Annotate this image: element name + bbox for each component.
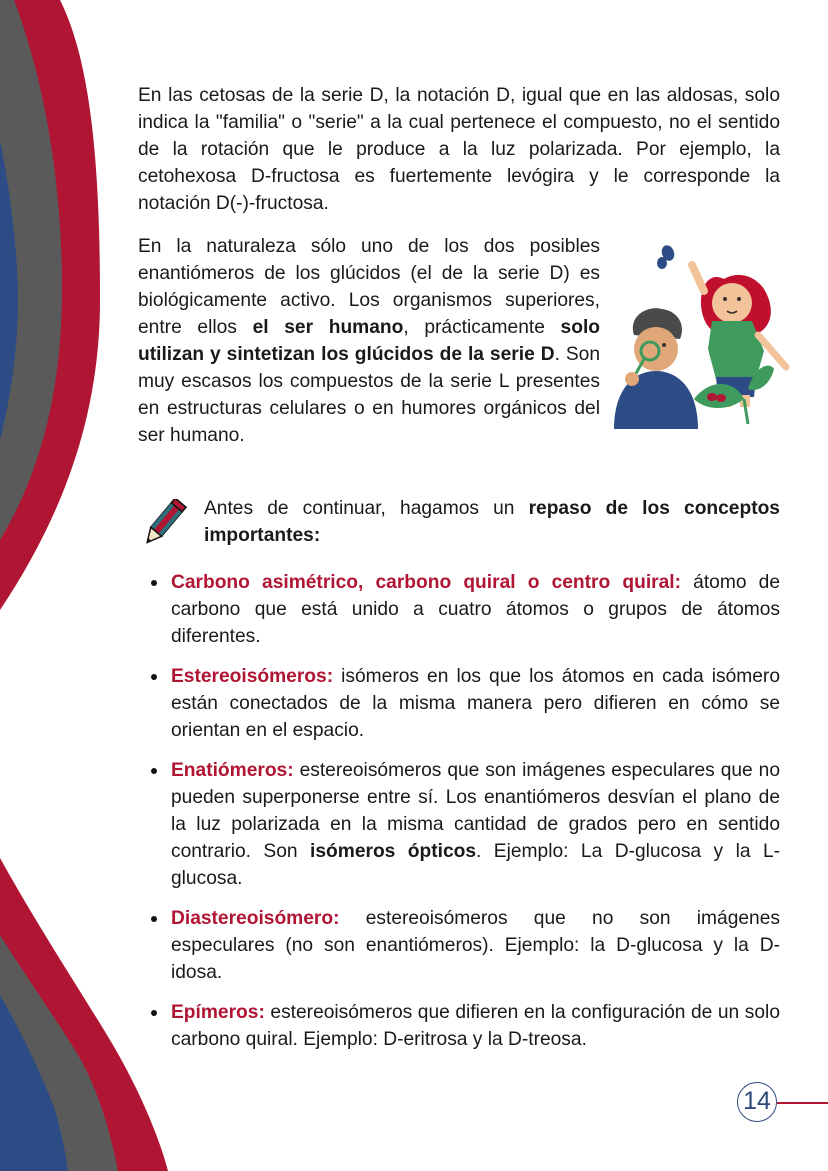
- concept-definition: átomo de carbono que está unido a cuatro átomos o grupos de átomos diferentes.: [171, 572, 780, 647]
- paragraph-ketoses: En las cetosas de la serie D, la notación D, igual que en las aldosas, solo indica la "familia" o "serie" a la cual pertenece el compuesto, no el sentido de la rotación que le produce a la luz polarizada. Por ejemplo, la cetohexosa D-fructosa es fuertemente levógira y le corresponde la notación D(-)-fructosa.: [138, 85, 780, 214]
- concept-item-epimers: [138, 999, 780, 1053]
- children-illustration: [604, 239, 804, 429]
- page-content: [138, 82, 780, 1066]
- boy-figure: [614, 308, 698, 429]
- concept-definition: estereoisómeros que son imágenes especulares que no pueden superponerse entre sí. Los enantiómeros desvían el plano de la luz polarizada en la misma cantidad de grados pero en sentido contrario. Son: [171, 760, 780, 862]
- paragraph-enantiomers-nature: En la naturaleza sólo uno de los dos posibles enantiómeros de los glúcidos (el de la serie D) es biológicamente activo. Los organismos superiores, entre ellos el ser humano, prácticamente solo utilizan y sintetizan los glúcidos de la serie D. Son muy escasos los compuestos de la serie L presentes en estructuras celulares o en humores orgánicos del ser humano.: [138, 236, 600, 446]
- butterfly-icon: [657, 243, 676, 269]
- concepts-list: [138, 569, 780, 1053]
- page-number-line: [777, 1102, 828, 1104]
- concept-term: Estereoisómeros:: [171, 666, 334, 687]
- concept-item-stereoisomers: [138, 663, 780, 744]
- concept-term: Enatiómeros:: [171, 760, 294, 781]
- concept-bold: isómeros ópticos: [310, 841, 477, 862]
- concept-term: Carbono asimétrico, carbono quiral o centro quiral:: [171, 572, 682, 593]
- concept-item-chiral-carbon: [138, 569, 780, 650]
- paragraph-with-illustration: [138, 233, 780, 455]
- bullet-icon: [151, 674, 157, 680]
- bullet-icon: [151, 1010, 157, 1016]
- concept-item-diastereoisomer: [138, 905, 780, 986]
- concept-definition: estereoisómeros que no son imágenes especulares (no son enantiómeros). Ejemplo: la D-glucosa y la D-idosa.: [171, 908, 780, 983]
- concept-definition: isómeros en los que los átomos en cada isómero están conectados de la misma manera pero difieren en cómo se orientan en el espacio.: [171, 666, 780, 741]
- bullet-icon: [151, 916, 157, 922]
- bold-ser-humano: el ser humano: [252, 317, 404, 338]
- pencil-icon: [138, 499, 190, 549]
- girl-figure: [692, 265, 786, 407]
- concept-definition: estereoisómeros que difieren en la configuración de un solo carbono quiral. Ejemplo: D-eritrosa y la D-treosa.: [171, 1002, 780, 1050]
- bold-serie-d: solo utilizan y sintetizan los glúcidos de la serie D: [138, 317, 600, 365]
- bullet-icon: [151, 580, 157, 586]
- review-intro-bold: repaso de los conceptos importantes:: [204, 498, 780, 546]
- concept-definition-end: . Ejemplo: La D-glucosa y la L-glucosa.: [171, 841, 781, 889]
- review-intro: Antes de continuar, hagamos un repaso de los conceptos importantes:: [204, 498, 780, 546]
- concept-item-enantiomers: [138, 757, 780, 892]
- review-note: [138, 495, 780, 549]
- page-number: 14: [737, 1082, 777, 1122]
- concept-term: Epímeros:: [171, 1002, 265, 1023]
- concept-term: Diastereoisómero:: [171, 908, 340, 929]
- bullet-icon: [151, 768, 157, 774]
